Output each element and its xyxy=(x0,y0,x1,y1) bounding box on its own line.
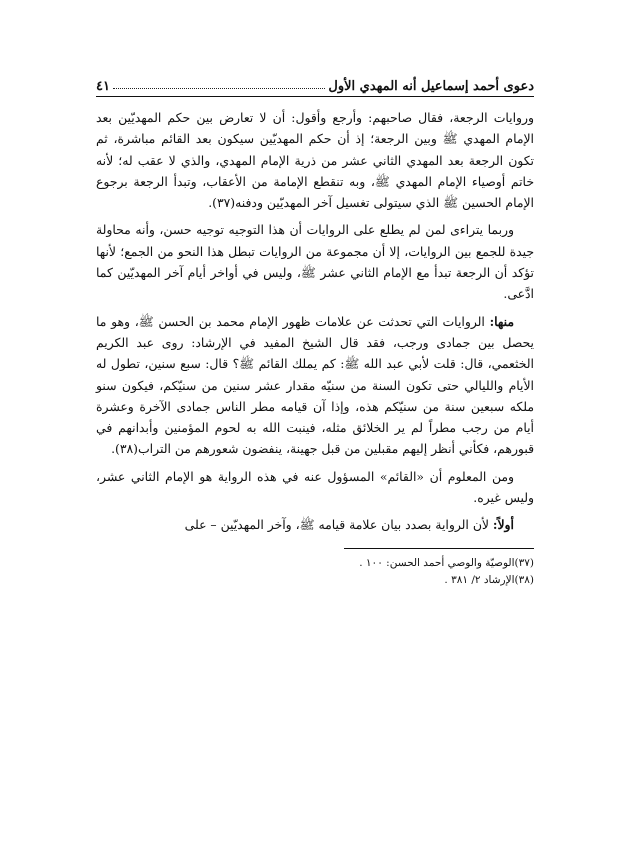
header-rule xyxy=(96,96,534,97)
paragraph-4 xyxy=(96,466,534,509)
footnote-38: (٣٨)الإرشاد ٢/ ٣٨١ . xyxy=(444,573,534,586)
running-title: دعوى أحمد إسماعيل أنه المهدي الأول xyxy=(328,79,534,94)
paragraph-3-text: الروايات التي تحدثت عن علامات ظهور الإمام محمد بن الحسن ﷺ، وهو ما يحصل بين جمادى ورجب، فقد قال الشيخ المفيد في الإرشاد: روى عبد الكريم الخثعمي، قال: قلت لأبي عبد الله ﷺ: كم يملك القائم ﷺ؟ قال: سبع سنين، تطول له الأيام والليالي حتى تكون السنة من سنيّه مقدار عشر سنين من سنيّكم، فيكون سنو ملكه سبعين سنة من سنيّكم هذه، وإذا آن قيامه مطر الناس جمادى الآخرة وعشرة أيام من رجب مطراً لم ير الخلائق مثله، فينبت الله به لحوم المؤمنين وأبدانهم في قبورهم، فكأني أنظر إليهم مقبلين من قبل جهينة، ينفضون شعورهم من التراب(٣٨). xyxy=(96,313,534,457)
paragraph-5-text: لأن الرواية بصدد بيان علامة قيامه ﷺ، وآخر المهديّين – على xyxy=(184,517,493,533)
running-header xyxy=(96,72,534,94)
footnote-37: (٣٧)الوصيّة والوصي أحمد الحسن: ١٠٠ . xyxy=(359,556,534,569)
paragraph-5-lead: أولاً: xyxy=(492,517,514,533)
page-number: ٤١ xyxy=(96,79,110,94)
book-page xyxy=(96,72,534,589)
paragraph-1 xyxy=(96,107,534,213)
header-dot-leader xyxy=(113,88,325,89)
paragraph-3 xyxy=(96,311,534,460)
footnote-rule xyxy=(344,548,534,549)
paragraph-1-text: وروايات الرجعة، فقال صاحبهم: وأرجع وأقول: أن لا تعارض بين حكم المهديّين بعد الإمام المهدي ﷺ وبين الرجعة؛ إذ أن حكم المهديّين سيكون بعد القائم مباشرة، ثم تكون الرجعة بعد المهدي الثاني عشر من ذرية الإمام المهدي، والذي لا عقب له؛ لأنه خاتم أوصياء الإمام المهدي ﷺ، وبه تنقطع الإمامة من الأعقاب، وتبدأ الرجعة برجوع الإمام الحسين ﷺ الذي سيتولى تغسيل آخر المهديّين ودفنه(٣٧). xyxy=(96,110,534,211)
paragraph-2 xyxy=(96,219,534,304)
paragraph-2-text: وربما يتراءى لمن لم يطلع على الروايات أن هذا التوجيه توجيه حسن، وأنه محاولة جيدة للجمع بين الروايات، إلا أن مجموعة من الروايات تبطل هذا النحو من الجمع؛ لأنها تؤكد أن الرجعة تبدأ مع الإمام الثاني عشر ﷺ، وليس في أواخر أيام آخر المهديّين كما ادَّعى. xyxy=(96,222,534,302)
paragraph-4-text: ومن المعلوم أن «القائم» المسؤول عنه في هذه الرواية هو الإمام الثاني عشر، وليس غيره. xyxy=(96,468,534,506)
paragraph-3-lead: منها: xyxy=(489,313,514,329)
paragraph-5 xyxy=(96,514,534,535)
footnotes xyxy=(96,548,534,589)
